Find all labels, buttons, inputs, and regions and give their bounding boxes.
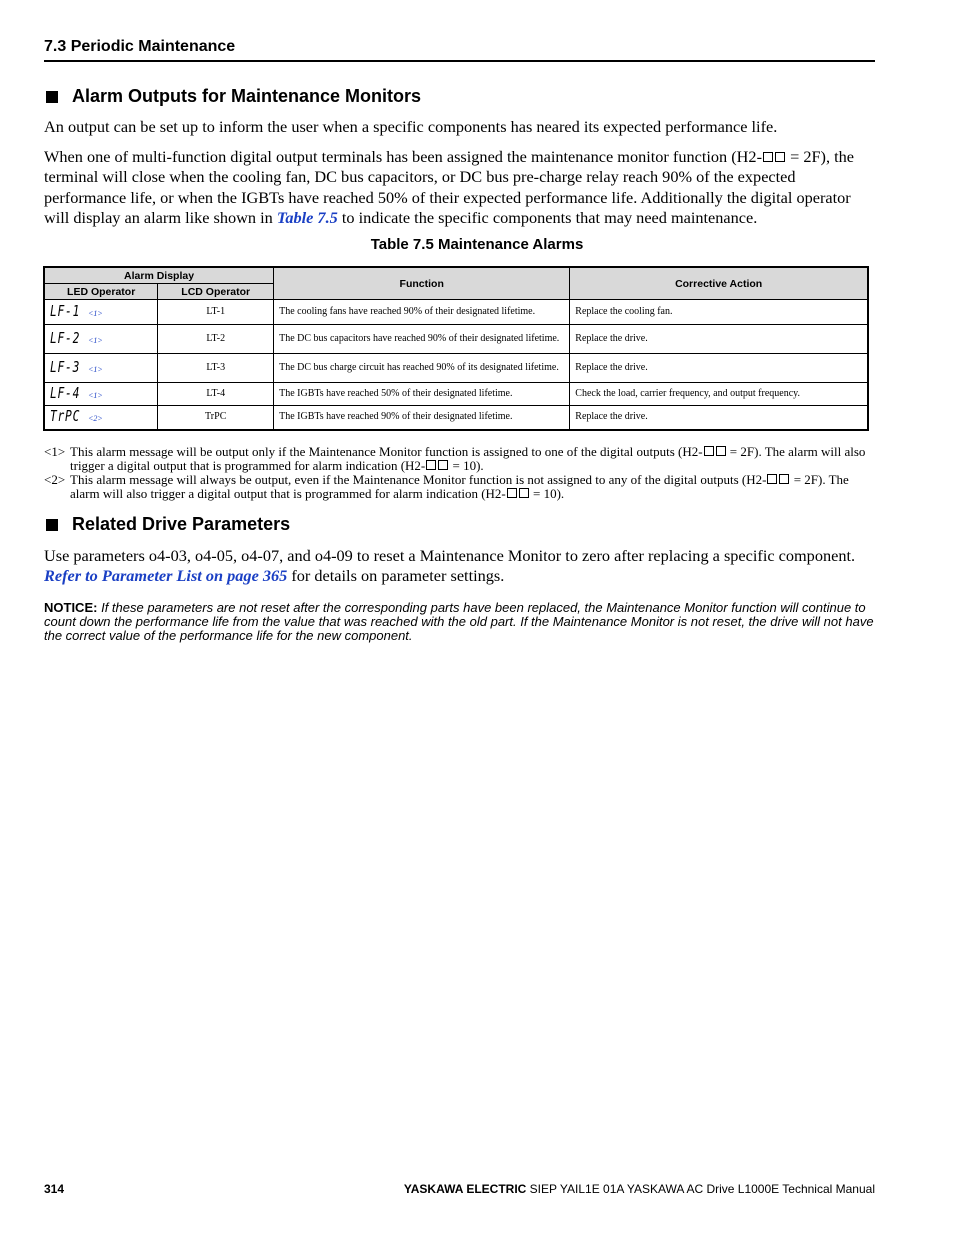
box-placeholder-icon <box>438 460 448 470</box>
corrective-action-cell: Replace the cooling fan. <box>570 300 868 325</box>
header-lcd-operator: LCD Operator <box>158 284 274 300</box>
corrective-action-cell: Replace the drive. <box>570 325 868 354</box>
footnote-ref-link[interactable]: <1> <box>88 308 103 318</box>
text-segment: = 2F), the terminal will close when the cooling fan, DC bus capacitors, or DC bus pre-charge relay reach 90% of the expected performance life, or when the IGBTs have reached 50% of their expected performance life. Additionally the digital operator will display an alarm like shown in <box>44 147 854 228</box>
text-segment: to indicate the specific components that may need maintenance. <box>337 208 758 228</box>
box-placeholder-icon <box>779 474 789 484</box>
function-cell: The DC bus charge circuit has reached 90% of its designated lifetime. <box>274 354 570 383</box>
table-link[interactable]: Table 7.5 <box>276 208 338 228</box>
footnote-ref-link[interactable]: <1> <box>88 364 103 374</box>
text-segment: = 2F). The alarm will also trigger a digital output that is programmed for alarm indication (H2- <box>70 472 849 501</box>
square-bullet-icon <box>46 519 58 531</box>
maintenance-alarms-table <box>43 266 869 431</box>
function-cell: The IGBTs have reached 90% of their designated lifetime. <box>274 406 570 430</box>
table-row <box>44 300 868 325</box>
parameter-list-link[interactable]: Refer to Parameter List on page 365 <box>44 566 288 586</box>
led-code: LF-4 <box>50 383 81 402</box>
table-row <box>44 406 868 430</box>
text-segment: = 10). <box>449 458 484 473</box>
lcd-code: TrPC <box>158 406 274 430</box>
table-row <box>44 325 868 354</box>
square-bullet-icon <box>46 91 58 103</box>
section-heading-related-parameters <box>46 514 290 535</box>
table-caption: Table 7.5 Maintenance Alarms <box>370 236 584 253</box>
corrective-action-cell: Replace the drive. <box>570 406 868 430</box>
led-code-cell <box>44 354 158 383</box>
footer-doc-info <box>404 1182 875 1196</box>
header-function: Function <box>274 267 570 300</box>
led-code-cell <box>44 300 158 325</box>
text-segment: Use parameters o4-03, o4-05, o4-07, and o4-09 to reset a Maintenance Monitor to zero after replacing a specific component. <box>44 546 856 565</box>
footer-brand: YASKAWA ELECTRIC <box>403 1182 527 1196</box>
footnote-2 <box>44 473 875 501</box>
led-code: TrPC <box>50 406 81 425</box>
function-cell: The DC bus capacitors have reached 90% of their designated lifetime. <box>274 325 570 354</box>
table-row <box>44 383 868 406</box>
led-code-cell <box>44 406 158 430</box>
led-code-cell <box>44 383 158 406</box>
box-placeholder-icon <box>519 488 529 498</box>
text-segment: This alarm message will be output only if the Maintenance Monitor function is assigned to one of the digital outputs (H2- <box>70 444 703 459</box>
text-segment: = 10). <box>529 486 565 501</box>
led-code-cell <box>44 325 158 354</box>
notice-box <box>44 601 875 643</box>
function-cell: The cooling fans have reached 90% of their designated lifetime. <box>274 300 570 325</box>
footnote-ref-link[interactable]: <1> <box>88 390 103 400</box>
box-placeholder-icon <box>763 152 773 162</box>
lcd-code: LT-2 <box>158 325 274 354</box>
page-number: 314 <box>44 1182 65 1196</box>
lcd-code: LT-1 <box>158 300 274 325</box>
box-placeholder-icon <box>507 488 517 498</box>
footnote-1 <box>44 445 875 473</box>
header-rule <box>44 60 875 62</box>
corrective-action-cell: Check the load, carrier frequency, and output frequency. <box>570 383 868 406</box>
box-placeholder-icon <box>775 152 785 162</box>
box-placeholder-icon <box>704 446 714 456</box>
footnote-ref-link[interactable]: <2> <box>88 413 103 423</box>
header-corrective-action: Corrective Action <box>570 267 868 300</box>
function-cell: The IGBTs have reached 50% of their designated lifetime. <box>274 383 570 406</box>
lcd-code: LT-4 <box>158 383 274 406</box>
header-alarm-display: Alarm Display <box>44 267 274 284</box>
footnote-tag: <1> <box>44 444 66 459</box>
text-segment: When one of multi-function digital output terminals has been assigned the maintenance monitor function (H2- <box>44 147 762 166</box>
footnote-ref-link[interactable]: <1> <box>88 335 103 345</box>
box-placeholder-icon <box>426 460 436 470</box>
box-placeholder-icon <box>767 474 777 484</box>
lcd-code: LT-3 <box>158 354 274 383</box>
led-code: LF-2 <box>50 328 81 347</box>
box-placeholder-icon <box>716 446 726 456</box>
footer-doc-title: SIEP YAIL1E 01A YASKAWA AC Drive L1000E Technical Manual <box>529 1182 875 1196</box>
text-segment: = 2F). The alarm will also trigger a digital output that is programmed for alarm indication (H2- <box>70 444 866 473</box>
footnote-tag: <2> <box>44 472 66 487</box>
text-segment: This alarm message will always be output, even if the Maintenance Monitor function is not assigned to any of the digital outputs (H2- <box>70 472 767 487</box>
table-row <box>44 354 868 383</box>
header-led-operator: LED Operator <box>44 284 158 300</box>
corrective-action-cell: Replace the drive. <box>570 354 868 383</box>
paragraph-related-parameters <box>44 546 875 587</box>
section-title: Alarm Outputs for Maintenance Monitors <box>72 86 422 106</box>
section-heading-alarm-outputs <box>46 86 421 107</box>
notice-text: If these parameters are not reset after the corresponding parts have been replaced, the Maintenance Monitor function will continue to count down the performance life from the value that was reached with the old part. If the Maintenance Monitor is not reset, the drive will not have the correct value of the performance life for the new component. <box>44 600 874 643</box>
text-segment: for details on parameter settings. <box>287 566 505 586</box>
table-footnotes <box>44 445 875 501</box>
section-header: 7.3 Periodic Maintenance <box>44 38 236 55</box>
led-code: LF-1 <box>50 301 81 320</box>
paragraph-maintenance-monitor <box>44 147 875 229</box>
led-code: LF-3 <box>50 357 81 376</box>
paragraph-intro: An output can be set up to inform the user when a specific components has neared its expected performance life. <box>44 117 778 136</box>
page-footer <box>44 1182 875 1196</box>
notice-label: NOTICE: <box>44 600 98 615</box>
section-title: Related Drive Parameters <box>72 514 291 534</box>
